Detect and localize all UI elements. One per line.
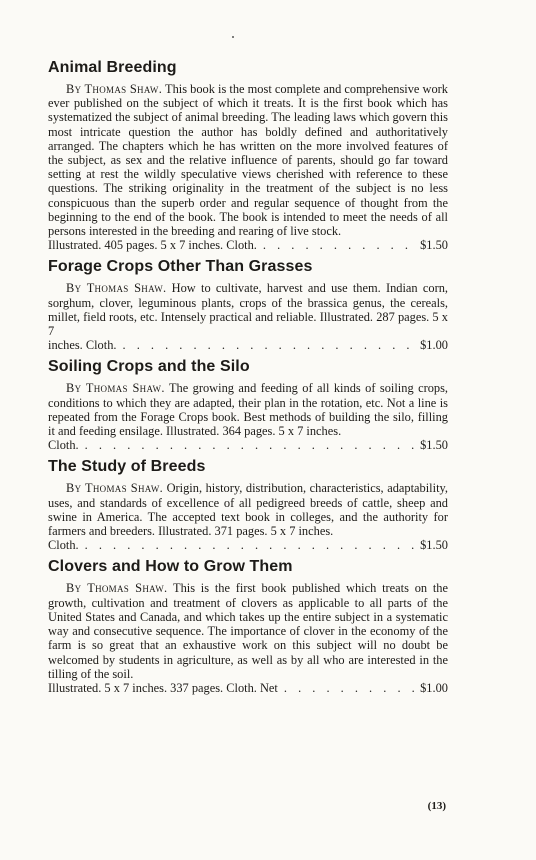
book-description — [48, 481, 448, 538]
book-body: The growing and feeding of all kinds of soiling crops, conditions to which they are adapted, their plan in the rotation, etc. Not a line is repeated from the Forage Crops book. Best methods of building the silo, filling it and feeding ensilage. Illustrated. 364 pages. 5 x 7 inches. — [48, 381, 449, 439]
book-details: Illustrated. 405 pages. 5 x 7 inches. Cloth. — [48, 238, 257, 253]
book-description — [48, 581, 448, 680]
book-entry-study-of-breeds — [48, 457, 448, 552]
price-line — [48, 538, 448, 552]
book-details: Cloth. — [48, 438, 79, 453]
book-body: Origin, history, distribution, characteristics, adaptability, uses, and standards of excellence of all pedigreed breeds of cattle, sheep and swine in America. The accepted text book in colleges, and the authority for farmers and breeders. Illustrated. 371 pages. 5 x 7 inches. — [48, 481, 448, 539]
book-title: Soiling Crops and the Silo — [48, 358, 250, 376]
book-details: Cloth. — [48, 538, 79, 553]
book-price: $1.50 — [420, 438, 448, 453]
book-price: $1.00 — [420, 680, 448, 695]
book-details: inches. Cloth. — [48, 338, 117, 353]
leader-dots — [85, 438, 414, 452]
book-description — [48, 381, 448, 438]
book-entry-soiling-crops — [48, 357, 448, 452]
book-price: $1.00 — [420, 338, 448, 353]
page-number: (13) — [427, 800, 446, 812]
book-entry-forage-crops — [48, 257, 448, 352]
book-body: This is the first book published which treats on the growth, cultivation and treatment of clovers as applicable to all parts of the United States and Canada, and which takes up the entire subject in a systematic way and consecutive sequence. The importance of clover in the economy of the farm is so great that an exhaustive work on this subject will no doubt be welcomed by students in agriculture, as well as by all who are interested in the tilling of the soil. — [48, 581, 449, 681]
book-price: $1.50 — [420, 538, 448, 553]
price-line — [48, 438, 448, 452]
leader-dots — [263, 238, 414, 252]
book-entry-clovers — [48, 557, 448, 695]
book-price: $1.50 — [420, 238, 448, 253]
price-line — [48, 238, 448, 252]
book-body: This book is the most complete and comprehensive work ever published on the subject of which it treats. It is the first book which has systematized the subject of animal breeding. The leading laws which govern this most intricate question the author has boldly defined and authoritatively arranged. The chapters which he has written on the more involved features of the subject, as sex and the relative influence of parents, should go far toward setting at rest the wildly speculative views cherished with reference to these questions. The striking originality in the treatment of the subject is no less conspicuous than the superb order and regular sequence of thought from the beginning to the end of the book. The book is intended to meet the needs of all persons interested in the breeding and rearing of live stock. — [48, 82, 448, 239]
book-body: How to cultivate, harvest and use them. Indian corn, sorghum, clover, leguminous plants, crops of the brassica genus, the cereals, millet, field roots, etc. Intensely practical and reliable. Illustrated. 287 pages. 5 x 7 — [48, 281, 448, 339]
book-author: By Thomas Shaw. — [66, 581, 168, 596]
price-line — [48, 681, 448, 695]
book-title: The Study of Breeds — [48, 458, 206, 476]
book-title: Forage Crops Other Than Grasses — [48, 258, 313, 276]
book-title: Clovers and How to Grow Them — [48, 558, 293, 576]
price-line — [48, 338, 448, 352]
leader-dots — [284, 681, 414, 695]
book-details: Illustrated. 5 x 7 inches. 337 pages. Cloth. Net — [48, 680, 278, 695]
book-entry-animal-breeding — [48, 58, 448, 252]
book-author: By Thomas Shaw. — [66, 281, 167, 296]
book-title: Animal Breeding — [48, 59, 177, 76]
book-author: By Thomas Shaw. — [66, 481, 164, 496]
book-description — [48, 281, 448, 338]
book-description — [48, 82, 448, 238]
print-speck — [232, 36, 234, 38]
book-author: By Thomas Shaw. — [66, 82, 163, 96]
leader-dots — [123, 338, 415, 352]
leader-dots — [85, 538, 414, 552]
book-author: By Thomas Shaw. — [66, 381, 165, 396]
